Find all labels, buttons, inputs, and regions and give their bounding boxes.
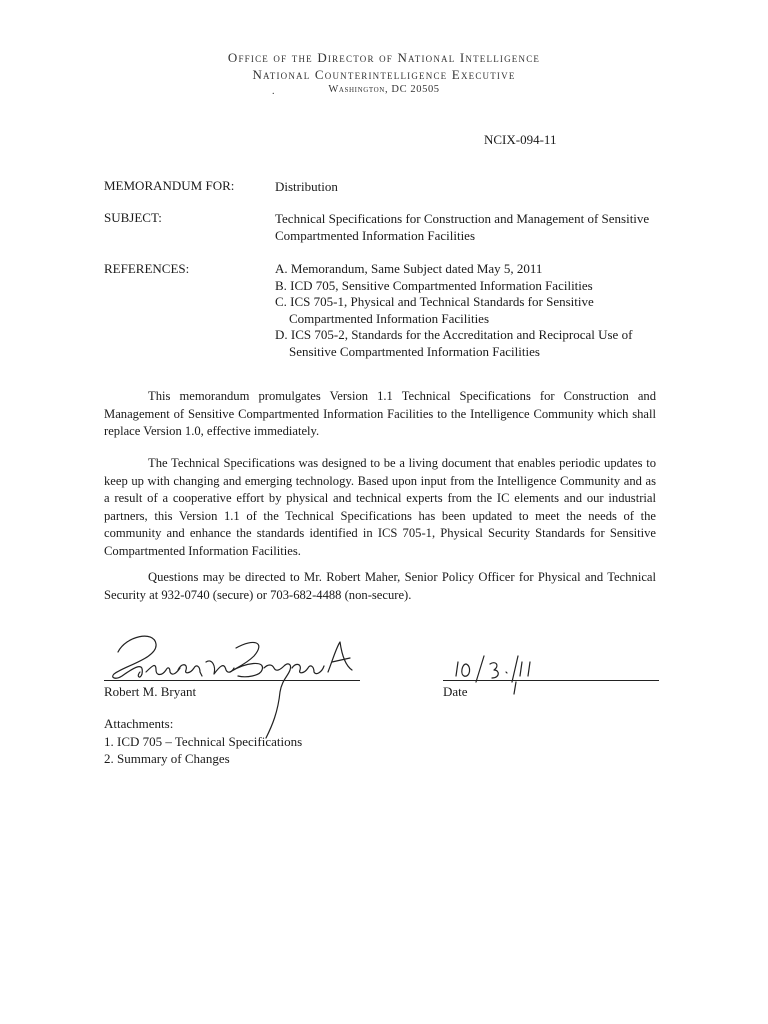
paragraph-background: The Technical Specifications was designed to be a living document that enables periodic updates to keep up with changing and emerging technology. Based upon input from the Intelligence Community and as a result of a cooperative effort by physical and technical experts from the IC elements and our industrial partners, this Version 1.1 of the Technical Specifications has been updated to meet the needs of the community and enhance the standards identified in ICS 705-1, Physical Security Standards for Sensitive Compartmented Information Facilities. [104,456,656,558]
signature-line [104,680,360,681]
references-list [275,261,657,360]
reference-item: C. ICS 705-1, Physical and Technical Standards for Sensitive Compartmented Information Facilities [275,294,594,326]
reference-item: B. ICD 705, Sensitive Compartmented Information Facilities [275,277,593,293]
paragraph-contact: Questions may be directed to Mr. Robert Maher, Senior Policy Officer for Physical and Technical Security at 932-0740 (secure) or 703-682-4488 (non-secure). [104,570,656,602]
handwritten-date [452,652,562,696]
attachments-label: Attachments: [104,716,174,731]
memo-for-label: MEMORANDUM FOR: [104,178,235,193]
letterhead-agency: National Counterintelligence Executive [252,67,516,82]
signatory-name: Robert M. Bryant [104,684,197,699]
attachments-list [104,733,302,768]
subject-label: SUBJECT: [104,210,162,225]
subject-value: Technical Specifications for Construction and Management of Sensitive Compartmented Information Facilities [275,211,650,243]
memo-for-value: Distribution [275,179,338,194]
reference-item: D. ICS 705-2, Standards for the Accreditation and Reciprocal Use of Sensitive Compartmented Information Facilities [275,327,633,359]
date-label: Date [443,684,468,699]
document-number: NCIX-094-11 [484,132,557,147]
references-label: REFERENCES: [104,261,190,276]
references-block [275,261,657,360]
attachment-item: 2. Summary of Changes [104,751,230,766]
paragraph-intro: This memorandum promulgates Version 1.1 Technical Specifications for Construction and Management of Sensitive Compartmented Information Facilities to the Intelligence Community which shall replace Version 1.0, effective immediately. [104,389,656,438]
date-line [443,680,659,681]
attachment-item: 1. ICD 705 – Technical Specifications [104,733,303,749]
reference-item: A. Memorandum, Same Subject dated May 5, 2011 [275,261,543,276]
letterhead-address: Washington, DC 20505 [328,84,440,95]
letterhead-office: Office of the Director of National Intelligence [227,50,541,65]
letterhead-mark: . [272,86,275,97]
attachments-section [104,715,302,768]
